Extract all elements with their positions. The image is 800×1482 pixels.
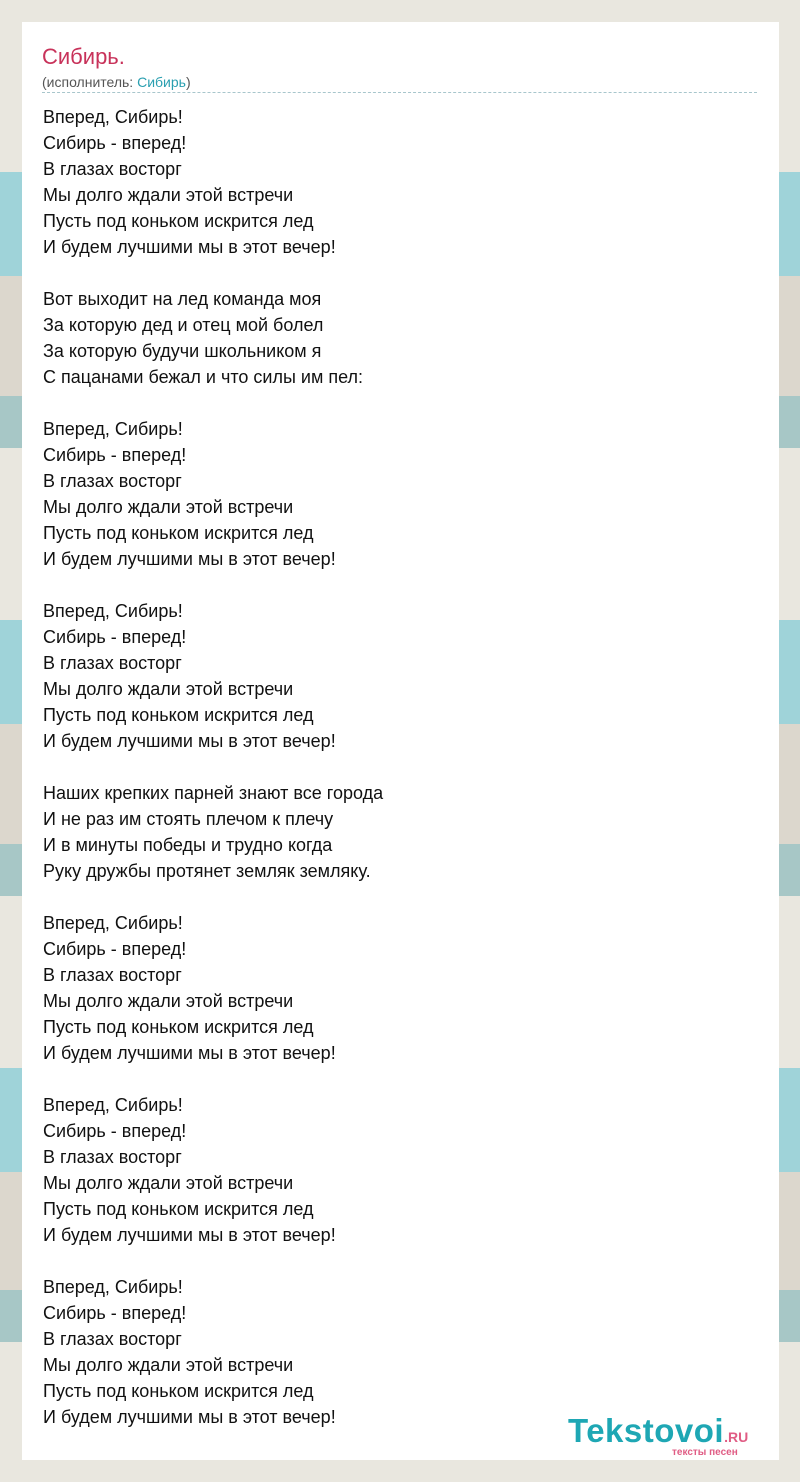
lyrics-line: И в минуты победы и трудно когда	[43, 835, 333, 855]
lyrics-stanza	[43, 416, 383, 572]
lyrics-line: Мы долго ждали этой встречи	[43, 991, 294, 1011]
lyrics-line: Сибирь - вперед!	[43, 133, 187, 153]
lyrics-line: И будем лучшими мы в этот вечер!	[43, 1225, 336, 1245]
lyrics-text	[43, 104, 383, 1430]
lyrics-line: Сибирь - вперед!	[43, 627, 187, 647]
lyrics-stanza	[43, 598, 383, 754]
lyrics-line: В глазах восторг	[43, 471, 182, 491]
lyrics-line: Пусть под коньком искрится лед	[43, 1381, 314, 1401]
lyrics-line: И не раз им стоять плечом к плечу	[43, 809, 334, 829]
lyrics-line: За которую будучи школьником я	[43, 341, 322, 361]
lyrics-line: Пусть под коньком искрится лед	[43, 1199, 314, 1219]
lyrics-line: Мы долго ждали этой встречи	[43, 497, 294, 517]
song-title: Сибирь.	[42, 44, 125, 69]
lyrics-line: Мы долго ждали этой встречи	[43, 185, 294, 205]
lyrics-line: За которую дед и отец мой болел	[43, 315, 324, 335]
lyrics-line: Сибирь - вперед!	[43, 445, 187, 465]
lyrics-line: Мы долго ждали этой встречи	[43, 1173, 294, 1193]
lyrics-stanza	[43, 1274, 383, 1430]
lyrics-line: Пусть под коньком искрится лед	[43, 211, 314, 231]
lyrics-line: Вперед, Сибирь!	[43, 419, 183, 439]
lyrics-line: С пацанами бежал и что силы им пел:	[43, 367, 364, 387]
lyrics-card	[22, 22, 779, 1460]
lyrics-stanza	[43, 286, 383, 390]
title-divider	[42, 92, 757, 93]
logo-tagline: тексты песен	[672, 1447, 738, 1458]
lyrics-line: Вперед, Сибирь!	[43, 601, 183, 621]
lyrics-line: В глазах восторг	[43, 965, 182, 985]
lyrics-stanza	[43, 910, 383, 1066]
lyrics-line: Вперед, Сибирь!	[43, 107, 183, 127]
lyrics-line: Пусть под коньком искрится лед	[43, 705, 314, 725]
artist-suffix: )	[185, 74, 191, 90]
artist-line	[42, 74, 191, 90]
artist-prefix: (исполнитель:	[42, 74, 138, 90]
site-logo[interactable]	[568, 1414, 773, 1458]
lyrics-line: И будем лучшими мы в этот вечер!	[43, 237, 336, 257]
artist-link[interactable]: Сибирь	[137, 74, 186, 90]
lyrics-line: И будем лучшими мы в этот вечер!	[43, 1407, 336, 1427]
lyrics-line: Мы долго ждали этой встречи	[43, 679, 294, 699]
lyrics-stanza	[43, 104, 383, 260]
logo-domain: .RU	[724, 1429, 749, 1445]
lyrics-line: В глазах восторг	[43, 653, 182, 673]
lyrics-line: Пусть под коньком искрится лед	[43, 1017, 314, 1037]
lyrics-line: Вперед, Сибирь!	[43, 913, 183, 933]
lyrics-line: В глазах восторг	[43, 159, 182, 179]
lyrics-line: И будем лучшими мы в этот вечер!	[43, 731, 336, 751]
lyrics-stanza	[43, 780, 383, 884]
logo-name: Tekstovoi	[568, 1412, 725, 1449]
lyrics-line: И будем лучшими мы в этот вечер!	[43, 549, 336, 569]
lyrics-stanza	[43, 1092, 383, 1248]
lyrics-line: И будем лучшими мы в этот вечер!	[43, 1043, 336, 1063]
lyrics-line: В глазах восторг	[43, 1329, 182, 1349]
lyrics-line: Сибирь - вперед!	[43, 1121, 187, 1141]
lyrics-line: Сибирь - вперед!	[43, 939, 187, 959]
lyrics-line: Вот выходит на лед команда моя	[43, 289, 322, 309]
lyrics-line: Вперед, Сибирь!	[43, 1095, 183, 1115]
lyrics-line: Руку дружбы протянет земляк земляку.	[43, 861, 371, 881]
lyrics-line: Сибирь - вперед!	[43, 1303, 187, 1323]
lyrics-line: Мы долго ждали этой встречи	[43, 1355, 294, 1375]
lyrics-line: Пусть под коньком искрится лед	[43, 523, 314, 543]
lyrics-line: Наших крепких парней знают все города	[43, 783, 384, 803]
lyrics-line: Вперед, Сибирь!	[43, 1277, 183, 1297]
lyrics-line: В глазах восторг	[43, 1147, 182, 1167]
